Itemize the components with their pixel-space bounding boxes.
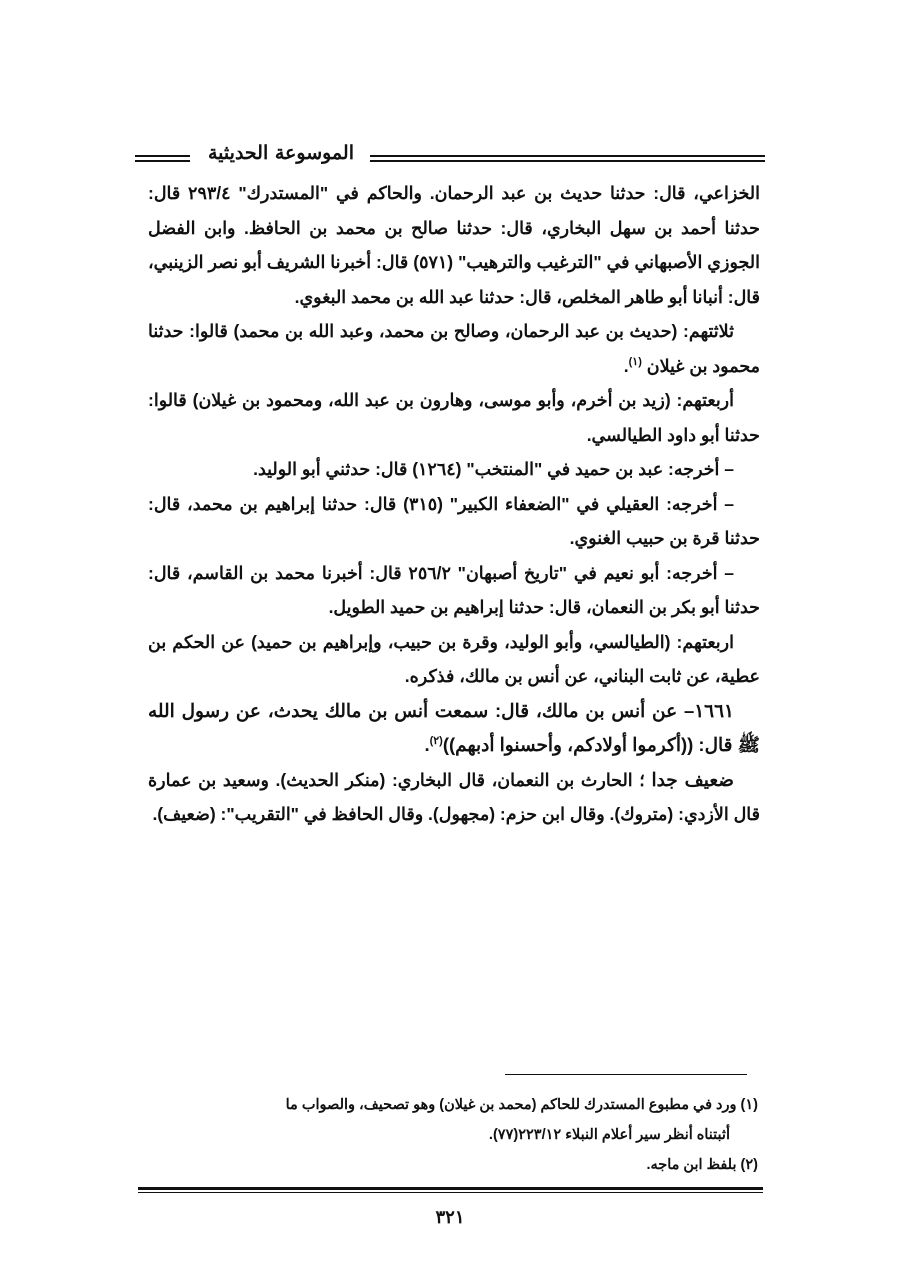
main-text: [148, 176, 760, 832]
paragraph-7: اربعتهم: (الطيالسي، وأبو الوليد، وقرة بن حبيب، وإبراهيم بن حميد) عن الحكم بن عطية، عن ثابت البناني، عن أنس بن مالك، فذكره.: [148, 631, 760, 686]
footnote-ref-2: (٢): [429, 734, 443, 747]
grade-separator: ؛: [639, 769, 645, 790]
footnotes: [148, 1090, 758, 1180]
paragraph-6: – أخرجه: أبو نعيم في "تاريخ أصبهان" ٢٥٦/٢ قال: أخبرنا محمد بن القاسم، قال: حدثنا أبو بكر بن النعمان، قال: حدثنا إبراهيم بن حميد الطويل.: [148, 562, 760, 617]
page-header: [135, 140, 765, 176]
paragraph-3: أربعتهم: (زيد بن أخرم، وأبو موسى، وهارون بن عبد الله، ومحمود بن غيلان) قالوا: حدثنا أبو داود الطيالسي.: [148, 390, 760, 445]
grading-paragraph: [148, 763, 760, 832]
paragraph-5: – أخرجه: العقيلي في "الضعفاء الكبير" (٣١٥) قال: حدثنا إبراهيم بن محمد، قال: حدثنا قرة بن حبيب الغنوي.: [148, 493, 760, 548]
footnote-1-continued: أثبتناه أنظر سير أعلام النبلاء ٢٢٣/١٢(٧٧).: [488, 1127, 730, 1143]
page-number: ٣٢١: [435, 1207, 465, 1227]
footnote-ref-1: (١): [628, 355, 642, 368]
footnote-2: (٢) بلفظ ابن ماجه.: [646, 1157, 758, 1173]
footer-rule: [138, 1187, 763, 1193]
grade-label: ضعيف جدا: [651, 768, 734, 790]
hadith-text: ١٦٦١– عن أنس بن مالك، قال: سمعت أنس بن مالك يحدث، عن رسول الله ﷺ قال: ((أكرموا أولادكم، وأحسنوا أدبهم)): [148, 699, 760, 755]
paragraph-2-text: ثلاثتهم: (حديث بن عبد الرحمان، وصالح بن محمد، وعبد الله بن محمد) قالوا: حدثنا محمود بن غيلان: [148, 321, 760, 376]
header-rule-left: [135, 155, 190, 162]
footnote-separator: [505, 1074, 747, 1075]
paragraph-4: – أخرجه: عبد بن حميد في "المنتخب" (١٢٦٤) قال: حدثني أبو الوليد.: [253, 459, 734, 479]
footnote-1: (١) ورد في مطبوع المستدرك للحاكم (محمد بن غيلان) وهو تصحيف، والصواب ما: [285, 1097, 758, 1113]
page-title: الموسوعة الحديثية: [208, 142, 354, 164]
hadith-end: .: [424, 734, 430, 755]
paragraph-2: ثلاثتهم: (حديث بن عبد الرحمان، وصالح بن محمد، وعبد الله بن محمد) قالوا: حدثنا محمود بن غيلان $^{(١)}$.: [148, 321, 760, 376]
hadith-1661: [148, 694, 760, 763]
grade-text: الحارث بن النعمان، قال البخاري: (منكر الحديث). وسعيد بن عمارة قال الأزدي: (متروك). وقال ابن حزم: (مجهول). وقال الحافظ في "التقريب": (ضعيف).: [148, 769, 760, 824]
paragraph-1: الخزاعي، قال: حدثنا حديث بن عبد الرحمان. والحاكم في "المستدرك" ٢٩٣/٤ قال: حدثنا أحمد بن سهل البخاري، قال: حدثنا صالح بن محمد بن الحافظ. وابن الفضل الجوزي الأصبهاني في "الترغيب والترهيب" (٥٧١) قال: أخبرنا الشريف أبو نصر الزينبي، قال: أنبانا أبو طاهر المخلص، قال: حدثنا عبد الله بن محمد البغوي.: [148, 183, 760, 307]
header-rule-right: [370, 155, 765, 162]
